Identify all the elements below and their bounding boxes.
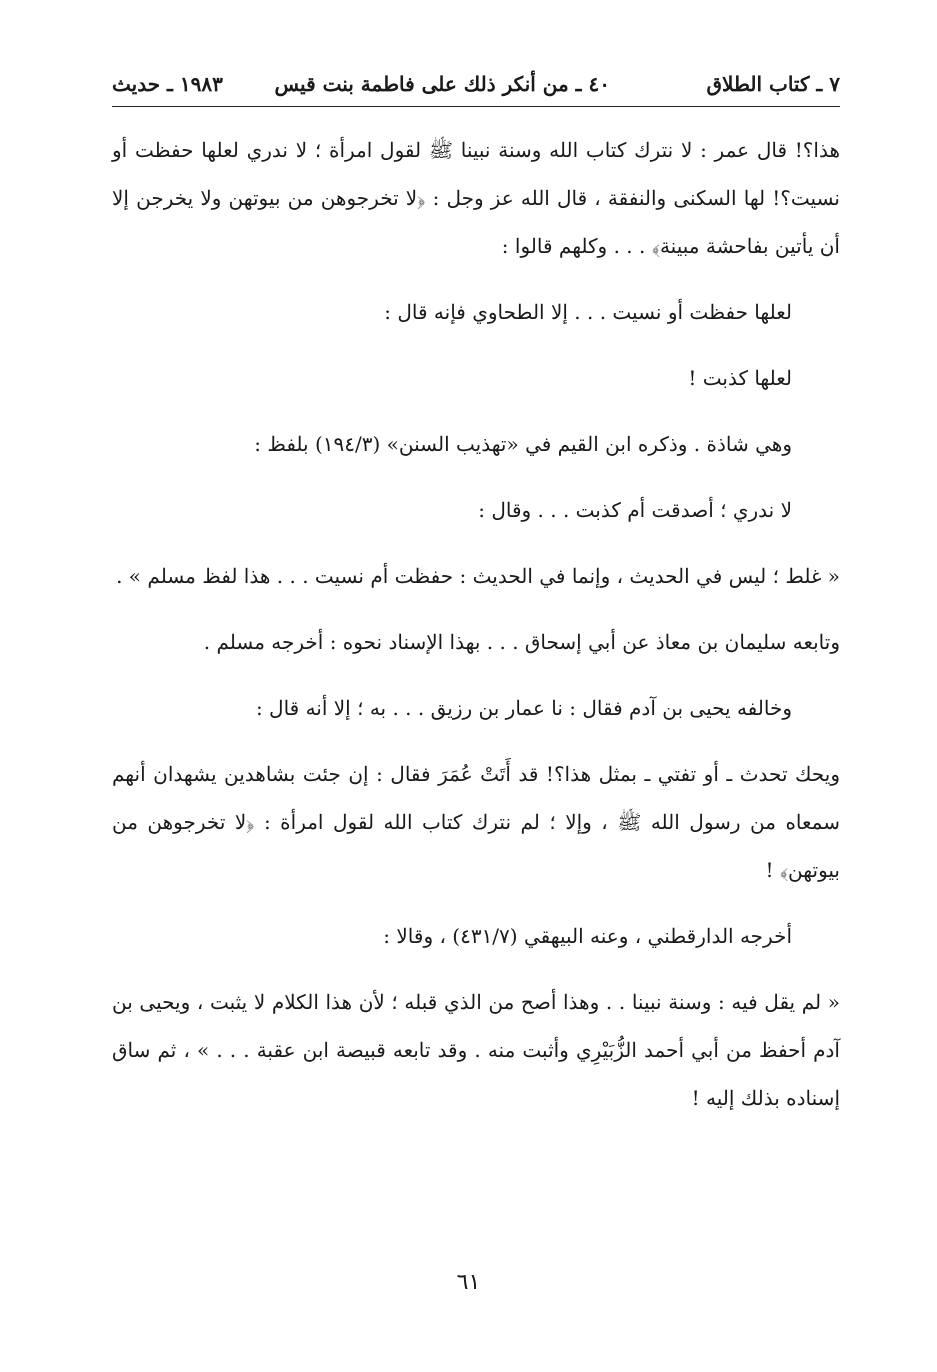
paragraph: وخالفه يحيى بن آدم فقال : نا عمار بن رزيق . . . به ؛ إلا أنه قال :: [255, 696, 792, 720]
paragraph: لعلها حفظت أو نسيت . . . إلا الطحاوي فإنه قال :: [384, 300, 792, 324]
running-header: [112, 66, 840, 107]
paragraph: « غلط ؛ ليس في الحديث ، وإنما في الحديث : حفظت أم نسيت . . . هذا لفظ مسلم » .: [116, 564, 840, 588]
page-body: [112, 126, 840, 1140]
header-chapter: ٧ ـ كتاب الطلاق: [706, 72, 840, 96]
header-hadith-number: ١٩٨٣ ـ حديث: [112, 72, 223, 96]
paragraph: « لم يقل فيه : وسنة نبينا . . وهذا أصح من الذي قبله ؛ لأن هذا الكلام لا يثبت ، ويحيى بن آدم أحفظ من أبي أحمد الزُّبَيْرِي وأثبت منه . وقد تابعه قبيصة ابن عقبة . . . » ، ثم ساق إسناده بذلك إليه !: [112, 990, 840, 1110]
paragraph: ويحك تحدث ـ أو تفتي ـ بمثل هذا؟! قد أَتَتْ عُمَرَ فقال : إن جئت بشاهدين يشهدان أنهم سمعاه من رسول الله ﷺ ، وإلا ؛ لم نترك كتاب الله لقول امرأة : ﴿لا تخرجوهن من بيوتهن﴾ !: [112, 762, 840, 882]
page-number: ٦١: [456, 1270, 481, 1295]
paragraph: وهي شاذة . وذكره ابن القيم في «تهذيب السنن» (١٩٤/٣) بلفظ :: [254, 432, 792, 456]
paragraph: لا ندري ؛ أصدقت أم كذبت . . . وقال :: [478, 498, 792, 522]
paragraph: لعلها كذبت !: [688, 366, 792, 390]
header-section: ٤٠ ـ من أنكر ذلك على فاطمة بنت قيس: [274, 72, 610, 96]
paragraph: وتابعه سليمان بن معاذ عن أبي إسحاق . . . بهذا الإسناد نحوه : أخرجه مسلم .: [203, 630, 840, 654]
paragraph: هذا؟! قال عمر : لا نترك كتاب الله وسنة نبينا ﷺ لقول امرأة ؛ لا ندري لعلها حفظت أو نسيت؟! لها السكنى والنفقة ، قال الله عز وجل : ﴿لا تخرجوهن من بيوتهن ولا يخرجن إلا أن يأتين بفاحشة مبينة﴾ . . . وكلهم قالوا :: [112, 138, 840, 258]
paragraph: أخرجه الدارقطني ، وعنه البيهقي (٤٣١/٧) ، وقالا :: [383, 924, 792, 948]
